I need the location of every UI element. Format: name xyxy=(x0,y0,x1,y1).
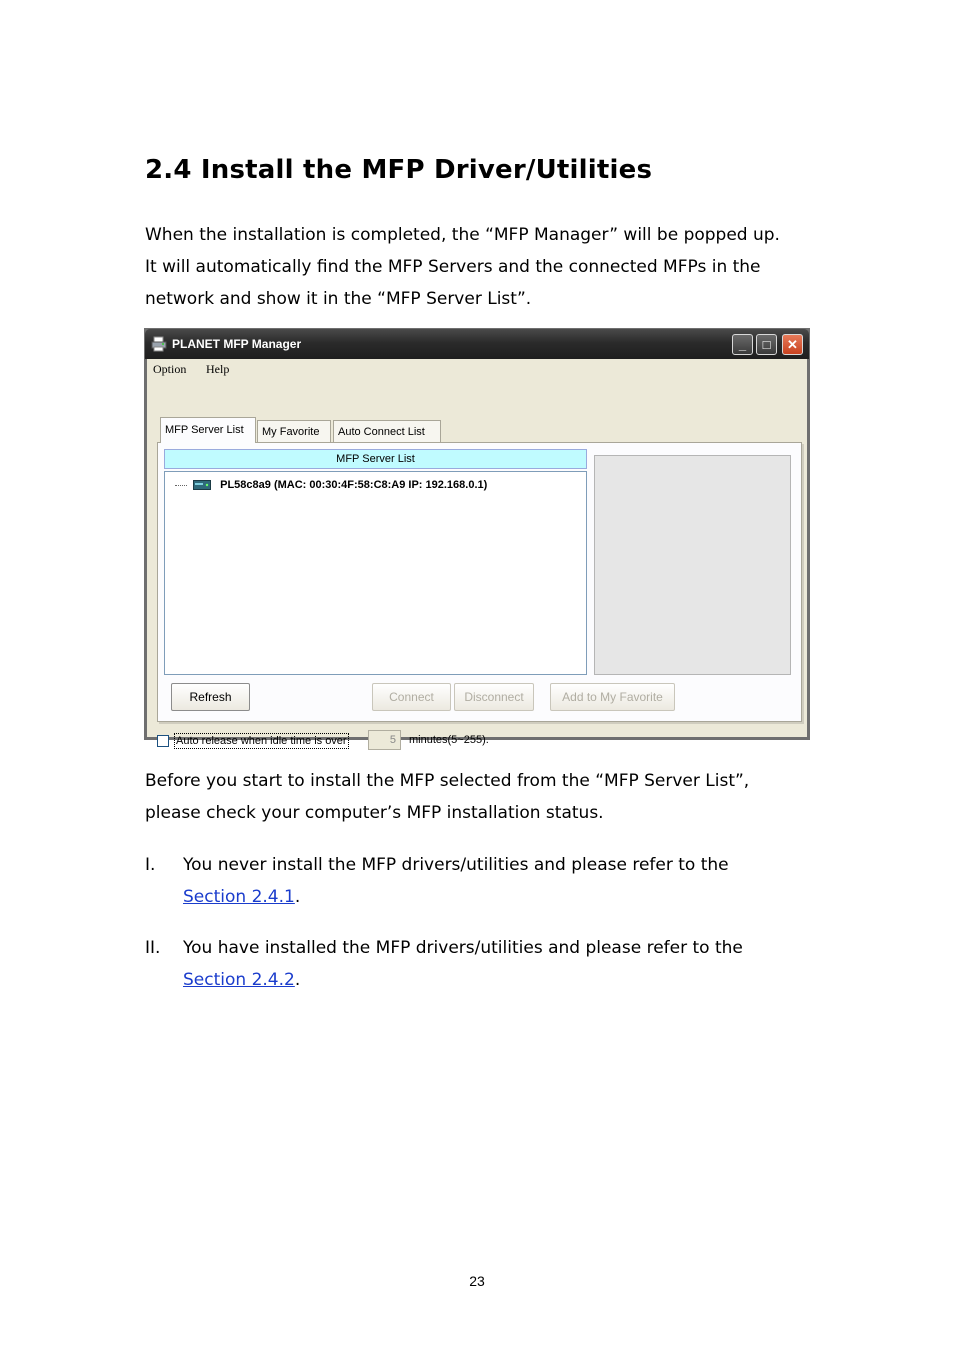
title-bar xyxy=(145,329,809,359)
intro-paragraph xyxy=(145,219,825,315)
section-link[interactable]: Section 2.4.1 xyxy=(183,887,295,907)
maximize-icon: □ xyxy=(762,337,771,352)
before-line: Before you start to install the MFP selected from the “MFP Server List”, xyxy=(145,771,750,791)
idle-minutes-input[interactable]: 5 xyxy=(368,730,401,750)
page-number: 23 xyxy=(469,1273,485,1289)
intro-line: It will automatically find the MFP Servers and the connected MFPs in the xyxy=(145,257,761,277)
before-paragraph xyxy=(145,765,825,829)
connect-button[interactable]: Connect xyxy=(372,683,451,711)
intro-line: network and show it in the “MFP Server List”. xyxy=(145,289,532,309)
menu-help[interactable]: Help xyxy=(206,362,230,376)
list-text: You have installed the MFP drivers/utilities and please refer to the xyxy=(183,938,743,958)
list-number: II. xyxy=(145,938,161,958)
server-list[interactable] xyxy=(164,471,587,675)
disconnect-button[interactable]: Disconnect xyxy=(454,683,534,711)
printer-icon xyxy=(151,336,167,352)
minimize-icon: _ xyxy=(738,337,747,352)
list-punct: . xyxy=(294,887,301,907)
server-entry-text: PL58c8a9 (MAC: 00:30:4F:58:C8:A9 IP: 192.168.0.1) xyxy=(220,479,488,491)
window-client-area xyxy=(147,359,807,747)
before-line: please check your computer’s MFP installation status. xyxy=(145,803,604,823)
section-heading: 2.4 Install the MFP Driver/Utilities xyxy=(145,155,653,185)
intro-line: When the installation is completed, the “MFP Manager” will be popped up. xyxy=(145,225,780,245)
list-header: MFP Server List xyxy=(164,449,587,469)
refresh-button[interactable]: Refresh xyxy=(171,683,250,711)
section-link[interactable]: Section 2.4.2 xyxy=(183,970,295,990)
menu-bar xyxy=(147,359,807,381)
tree-connector xyxy=(175,485,187,486)
tab-my-favorite[interactable]: My Favorite xyxy=(257,420,331,442)
idle-minutes-unit: minutes(5~255). xyxy=(409,734,489,746)
tab-mfp-server-list[interactable]: MFP Server List xyxy=(160,417,256,443)
menu-option[interactable]: Option xyxy=(153,362,187,376)
maximize-button[interactable] xyxy=(756,334,777,355)
auto-release-checkbox[interactable] xyxy=(157,735,169,747)
server-detail-box xyxy=(594,455,791,675)
auto-release-label[interactable]: Auto release when idle time is over xyxy=(176,735,347,747)
list-text: You never install the MFP drivers/utilities and please refer to the xyxy=(183,855,729,875)
close-icon: ✕ xyxy=(787,337,798,352)
close-button[interactable] xyxy=(782,334,803,355)
server-list-panel xyxy=(157,442,802,722)
minimize-button[interactable] xyxy=(732,334,753,355)
server-list-item[interactable] xyxy=(175,479,487,491)
window-title: PLANET MFP Manager xyxy=(172,337,302,351)
list-number: I. xyxy=(145,855,156,875)
tab-auto-connect-list[interactable]: Auto Connect List xyxy=(333,420,441,442)
add-to-favorite-button[interactable]: Add to My Favorite xyxy=(550,683,675,711)
list-punct: . xyxy=(294,970,301,990)
mfp-manager-window xyxy=(144,328,810,747)
server-icon xyxy=(193,480,211,490)
